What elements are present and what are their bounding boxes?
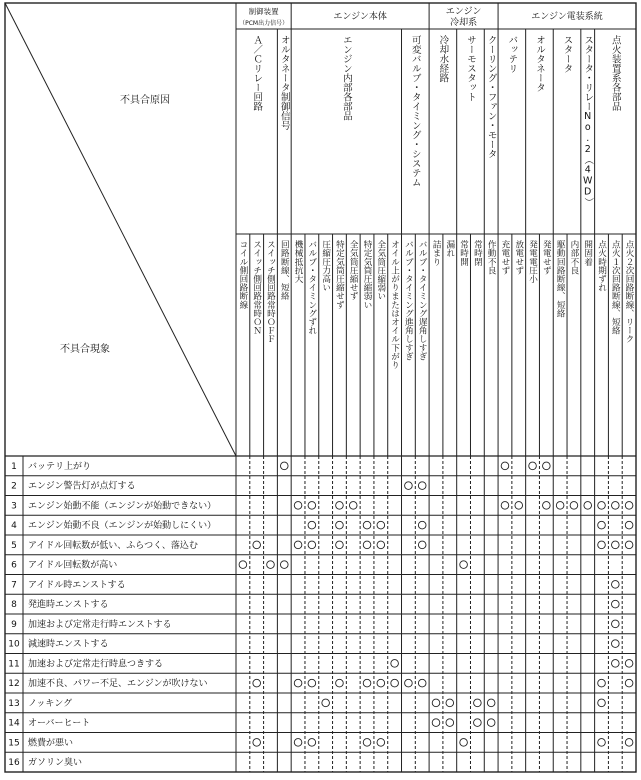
mark-circle — [501, 462, 509, 470]
symptom-axis-label: 不具合現象 — [60, 344, 110, 355]
mark-circle — [418, 679, 426, 687]
mark-circle — [391, 660, 399, 668]
symptom-label: 加速および定常走行時エンストする — [28, 619, 172, 630]
mark-circle — [418, 541, 426, 549]
mark-circle — [529, 462, 537, 470]
mark-circle — [418, 482, 426, 490]
symptom-number: 2 — [11, 481, 17, 492]
mark-circle — [584, 502, 592, 510]
mark-circle — [294, 541, 302, 549]
mark-circle — [612, 541, 620, 549]
mark-circle — [363, 521, 371, 529]
cause-label: 開固着 — [582, 240, 593, 266]
mark-circle — [446, 719, 454, 727]
component-label: エンジン内部各部品 — [340, 35, 352, 121]
symptom-label: アイドル回転数が高い — [28, 560, 118, 571]
mark-circle — [405, 482, 413, 490]
mark-circle — [432, 719, 440, 727]
mark-circle — [253, 739, 261, 747]
mark-circle — [363, 679, 371, 687]
group-label-g4: エンジン電装系統 — [531, 12, 603, 22]
cause-axis-label: 不具合原因 — [120, 95, 170, 106]
mark-circle — [598, 699, 606, 707]
cause-label: 圧縮圧力高い — [320, 240, 331, 292]
mark-circle — [460, 561, 468, 569]
cause-label: 特定気筒圧縮弱い — [362, 240, 373, 309]
cause-label: バルブ・タイミングずれ — [306, 240, 317, 335]
mark-circle — [474, 699, 482, 707]
cause-label: 特定気筒圧縮せず — [334, 240, 345, 309]
mark-circle — [612, 620, 620, 628]
symptom-number: 1 — [11, 461, 17, 472]
mark-circle — [308, 502, 316, 510]
mark-circle — [239, 561, 247, 569]
mark-circle — [322, 699, 330, 707]
mark-circle — [625, 502, 633, 510]
mark-circle — [336, 679, 344, 687]
mark-circle — [349, 502, 357, 510]
table-frame — [5, 3, 636, 772]
symptom-number: 9 — [11, 619, 17, 630]
symptom-label: 燃費が悪い — [28, 738, 74, 749]
component-label: サーモスタット — [464, 35, 476, 102]
mark-circle — [515, 502, 523, 510]
mark-circle — [625, 541, 633, 549]
mark-circle — [598, 679, 606, 687]
symptom-number: 8 — [11, 600, 17, 611]
mark-circle — [432, 699, 440, 707]
component-label: バッテリ — [506, 35, 518, 73]
symptom-label: アイドル回転数が低い、ふらつく、落込む — [28, 540, 198, 551]
mark-circle — [625, 521, 633, 529]
mark-circle — [405, 679, 413, 687]
cause-label: オイル上がりまたはオイル下がり — [389, 240, 400, 369]
mark-circle — [487, 699, 495, 707]
mark-circle — [377, 521, 385, 529]
component-label: スタータ — [561, 35, 573, 73]
mark-circle — [294, 502, 302, 510]
mark-circle — [253, 679, 261, 687]
cause-label: 常時閉 — [472, 240, 483, 266]
mark-circle — [625, 739, 633, 747]
cause-label: 詰まり — [431, 240, 441, 266]
mark-circle — [267, 561, 275, 569]
component-label: Ａ／Ｃリレー回路 — [251, 35, 263, 111]
cause-label: 発電せず — [541, 240, 552, 275]
symptom-number: 3 — [11, 501, 17, 512]
cause-label: 放電せず — [513, 240, 524, 275]
mark-circle — [612, 581, 620, 589]
symptom-label: エンジン始動不良（エンジンが始動しにくい） — [28, 521, 217, 532]
header-diagonal — [5, 3, 236, 456]
mark-circle — [418, 521, 426, 529]
symptom-number: 16 — [8, 758, 20, 769]
cause-label: 常時開 — [458, 240, 469, 266]
mark-circle — [598, 739, 606, 747]
symptom-label: ガソリン臭い — [28, 758, 83, 769]
mark-circle — [598, 521, 606, 529]
mark-circle — [280, 561, 288, 569]
cause-label: 点火時期ずれ — [596, 240, 607, 292]
mark-circle — [336, 502, 344, 510]
mark-circle — [308, 521, 316, 529]
group-label-g3: エンジン — [445, 7, 482, 17]
symptom-number: 10 — [8, 639, 20, 650]
cause-label: 作動不良 — [486, 240, 497, 275]
mark-circle — [612, 600, 620, 608]
cause-label: 充電せず — [499, 240, 510, 275]
mark-circle — [363, 739, 371, 747]
mark-circle — [308, 739, 316, 747]
mark-circle — [556, 502, 564, 510]
mark-circle — [294, 739, 302, 747]
symptom-number: 5 — [11, 540, 17, 551]
symptom-label: 減速時エンストする — [28, 639, 109, 650]
mark-circle — [612, 640, 620, 648]
symptom-label: 発進時エンストする — [28, 600, 109, 611]
component-label: 点火装置系各部品 — [609, 35, 621, 111]
symptom-number: 14 — [8, 718, 20, 729]
cause-label: 発電電圧小 — [527, 240, 538, 283]
symptom-number: 6 — [11, 560, 17, 571]
symptom-number: 13 — [8, 698, 20, 709]
cause-label: 点火１次回路断線、短絡 — [610, 240, 621, 335]
mark-circle — [598, 502, 606, 510]
mark-circle — [294, 679, 302, 687]
mark-circle — [501, 502, 509, 510]
mark-circle — [543, 502, 551, 510]
mark-circle — [391, 679, 399, 687]
cause-label: 内部不良 — [568, 240, 579, 275]
symptom-label: エンジン警告灯が点灯する — [28, 481, 136, 492]
cause-label: スイッチ側回路常時ＯＮ — [251, 240, 262, 335]
group-label-g1: 制御装置 — [248, 7, 279, 16]
mark-circle — [377, 739, 385, 747]
component-label: クーリング・ファン・モータ — [485, 35, 497, 159]
mark-circle — [474, 719, 482, 727]
symptom-label: エンジン始動不能（エンジンが始動できない） — [28, 501, 217, 512]
mark-circle — [598, 541, 606, 549]
mark-circle — [460, 739, 468, 747]
mark-circle — [377, 541, 385, 549]
mark-circle — [446, 699, 454, 707]
cause-label: 漏れ — [444, 240, 455, 258]
component-label: 冷却水経路 — [437, 35, 449, 83]
cause-label: 全気筒圧縮せず — [348, 240, 359, 301]
symptom-number: 11 — [8, 659, 20, 670]
mark-circle — [363, 541, 371, 549]
symptom-number: 12 — [8, 679, 20, 690]
symptom-label: ノッキング — [28, 698, 73, 709]
cause-label: スイッチ側回路常時ＯＦＦ — [265, 240, 276, 344]
cause-label: 回路断線、短絡 — [279, 240, 290, 301]
mark-circle — [253, 541, 261, 549]
component-label: スタータ・リレーNo.2（4WD） — [582, 35, 594, 207]
symptom-label: アイドル時エンストする — [28, 580, 126, 591]
cause-label: 機械抵抗大 — [293, 240, 304, 283]
mark-circle — [625, 679, 633, 687]
mark-circle — [308, 679, 316, 687]
symptom-number: 15 — [8, 738, 20, 749]
symptom-label: バッテリ上がり — [28, 461, 92, 472]
symptom-number: 7 — [11, 580, 17, 591]
cause-label: バルブ・タイミング遅角しすぎ — [417, 240, 428, 361]
mark-circle — [625, 660, 633, 668]
symptom-label: 加速および定常走行時息つきする — [28, 659, 164, 670]
cause-label: 全気筒圧縮弱い — [375, 240, 386, 301]
component-label: オルタネータ制御信号 — [278, 35, 290, 130]
symptom-label: 加速不良、パワー不足、エンジンが吹けない — [28, 679, 208, 690]
cause-label: コイル側回路断線 — [237, 240, 248, 309]
cause-label: バルブ・タイミング進角しすぎ — [403, 240, 414, 361]
cause-label: 点火２次回路断線、リーク — [624, 240, 635, 344]
mark-circle — [336, 541, 344, 549]
symptom-number: 4 — [11, 521, 17, 532]
mark-circle — [543, 462, 551, 470]
group-sublabel-g3: 冷却系 — [450, 18, 478, 28]
cause-label: 駆動回路断線、短絡 — [555, 240, 566, 318]
component-label: 可変バルブ・タイミング・システム — [409, 35, 421, 187]
mark-circle — [308, 541, 316, 549]
mark-circle — [487, 719, 495, 727]
mark-circle — [612, 502, 620, 510]
component-label: オルタネータ — [533, 35, 545, 92]
group-sublabel-g1: （PCM出力信号） — [239, 20, 289, 27]
mark-circle — [377, 679, 385, 687]
mark-circle — [336, 521, 344, 529]
mark-circle — [280, 462, 288, 470]
mark-circle — [570, 502, 578, 510]
group-label-g2: エンジン本体 — [333, 12, 387, 22]
symptom-label: オーバーヒート — [28, 718, 91, 729]
mark-circle — [612, 660, 620, 668]
